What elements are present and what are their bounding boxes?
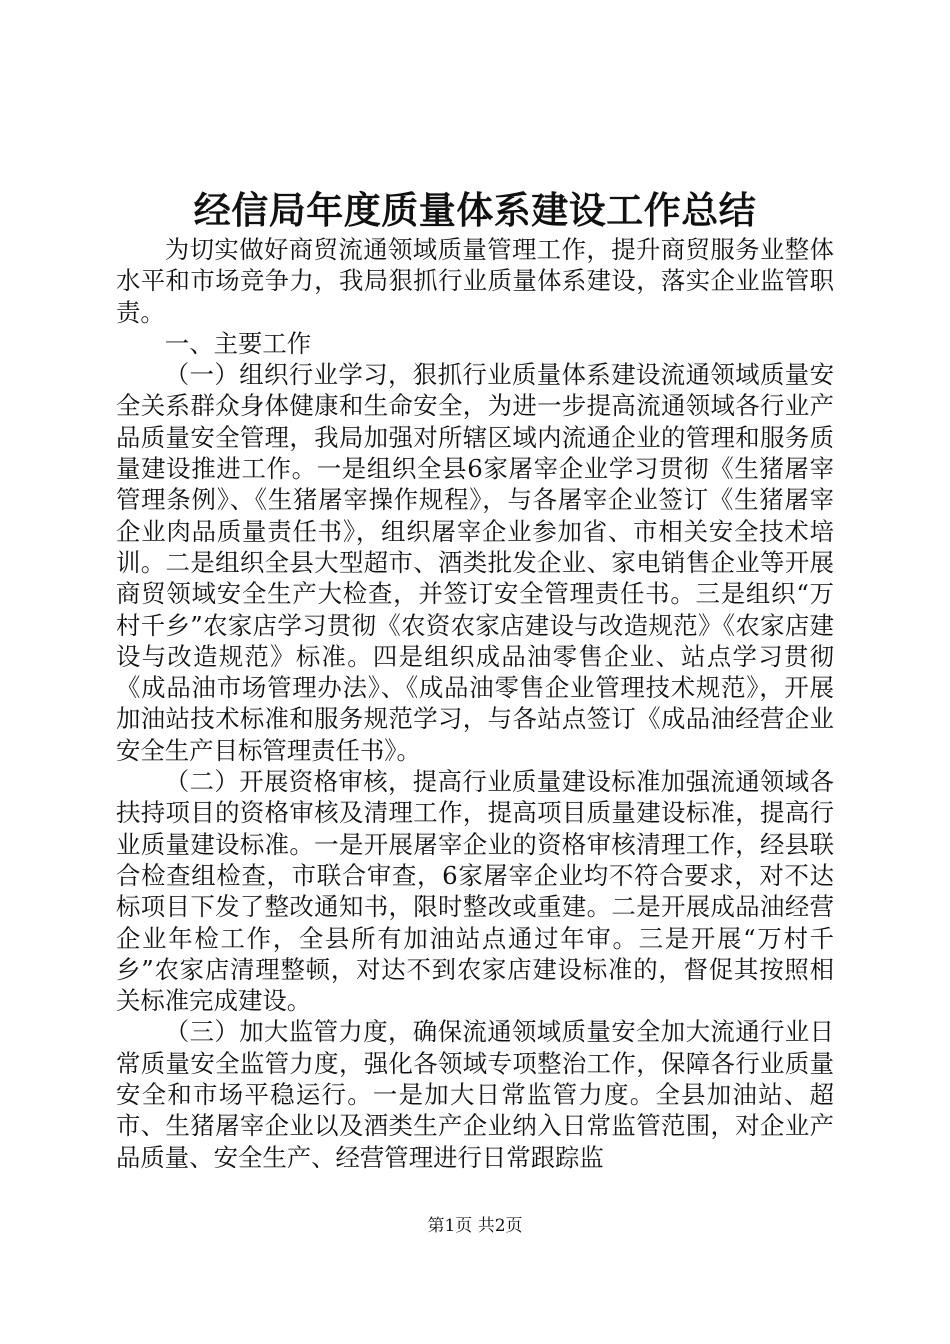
paragraph-item-3: （三）加大监管力度，确保流通领域质量安全加大流通行业日常质量安全监管力度，强化各领域专项整治工作，保障各行业质量安全和市场平稳运行。一是加大日常监管力度。全县加油站、超市、生猪屠宰企业以及酒类生产企业纳入日常监管范围，对企业产品质量、安全生产、经营管理进行日常跟踪监 xyxy=(116,1017,834,1172)
paragraph-intro: 为切实做好商贸流通领域质量管理工作，提升商贸服务业整体水平和市场竞争力，我局狠抓行业质量体系建设，落实企业监管职责。 xyxy=(116,235,834,327)
paragraph-item-2: （二）开展资格审核，提高行业质量建设标准加强流通领域各扶持项目的资格审核及清理工作，提高项目质量建设标准，提高行业质量建设标准。一是开展屠宰企业的资格审核清理工作，经县联合检查组检查，市联合审查，6家屠宰企业均不符合要求，对不达标项目下发了整改通知书，限时整改或重建。二是开展成品油经营企业年检工作，全县所有加油站点通过年审。三是开展“万村千乡”农家店清理整顿，对达不到农家店建设标准的，督促其按照相关标准完成建设。 xyxy=(116,767,834,1016)
section-heading-main-work: 一、主要工作 xyxy=(164,328,312,358)
document-body xyxy=(116,234,834,1173)
page-number-footer: 第1页 共2页 xyxy=(427,1216,523,1236)
paragraph-item-1: （一）组织行业学习，狠抓行业质量体系建设流通领域质量安全关系群众身体健康和生命安全，为进一步提高流通领域各行业产品质量安全管理，我局加强对所辖区域内流通企业的管理和服务质量建设推进工作。一是组织全县6家屠宰企业学习贯彻《生猪屠宰管理条例》、《生猪屠宰操作规程》，与各屠宰企业签订《生猪屠宰企业肉品质量责任书》，组织屠宰企业参加省、市相关安全技术培训。二是组织全县大型超市、酒类批发企业、家电销售企业等开展商贸领域安全生产大检查，并签订安全管理责任书。三是组织“万村千乡”农家店学习贯彻《农资农家店建设与改造规范》《农家店建设与改造规范》标准。四是组织成品油零售企业、站点学习贯彻《成品油市场管理办法》、《成品油零售企业管理技术规范》，开展加油站技术标准和服务规范学习，与各站点签订《成品油经营企业安全生产目标管理责任书》。 xyxy=(116,360,834,765)
document-title: 经信局年度质量体系建设工作总结 xyxy=(193,188,757,232)
